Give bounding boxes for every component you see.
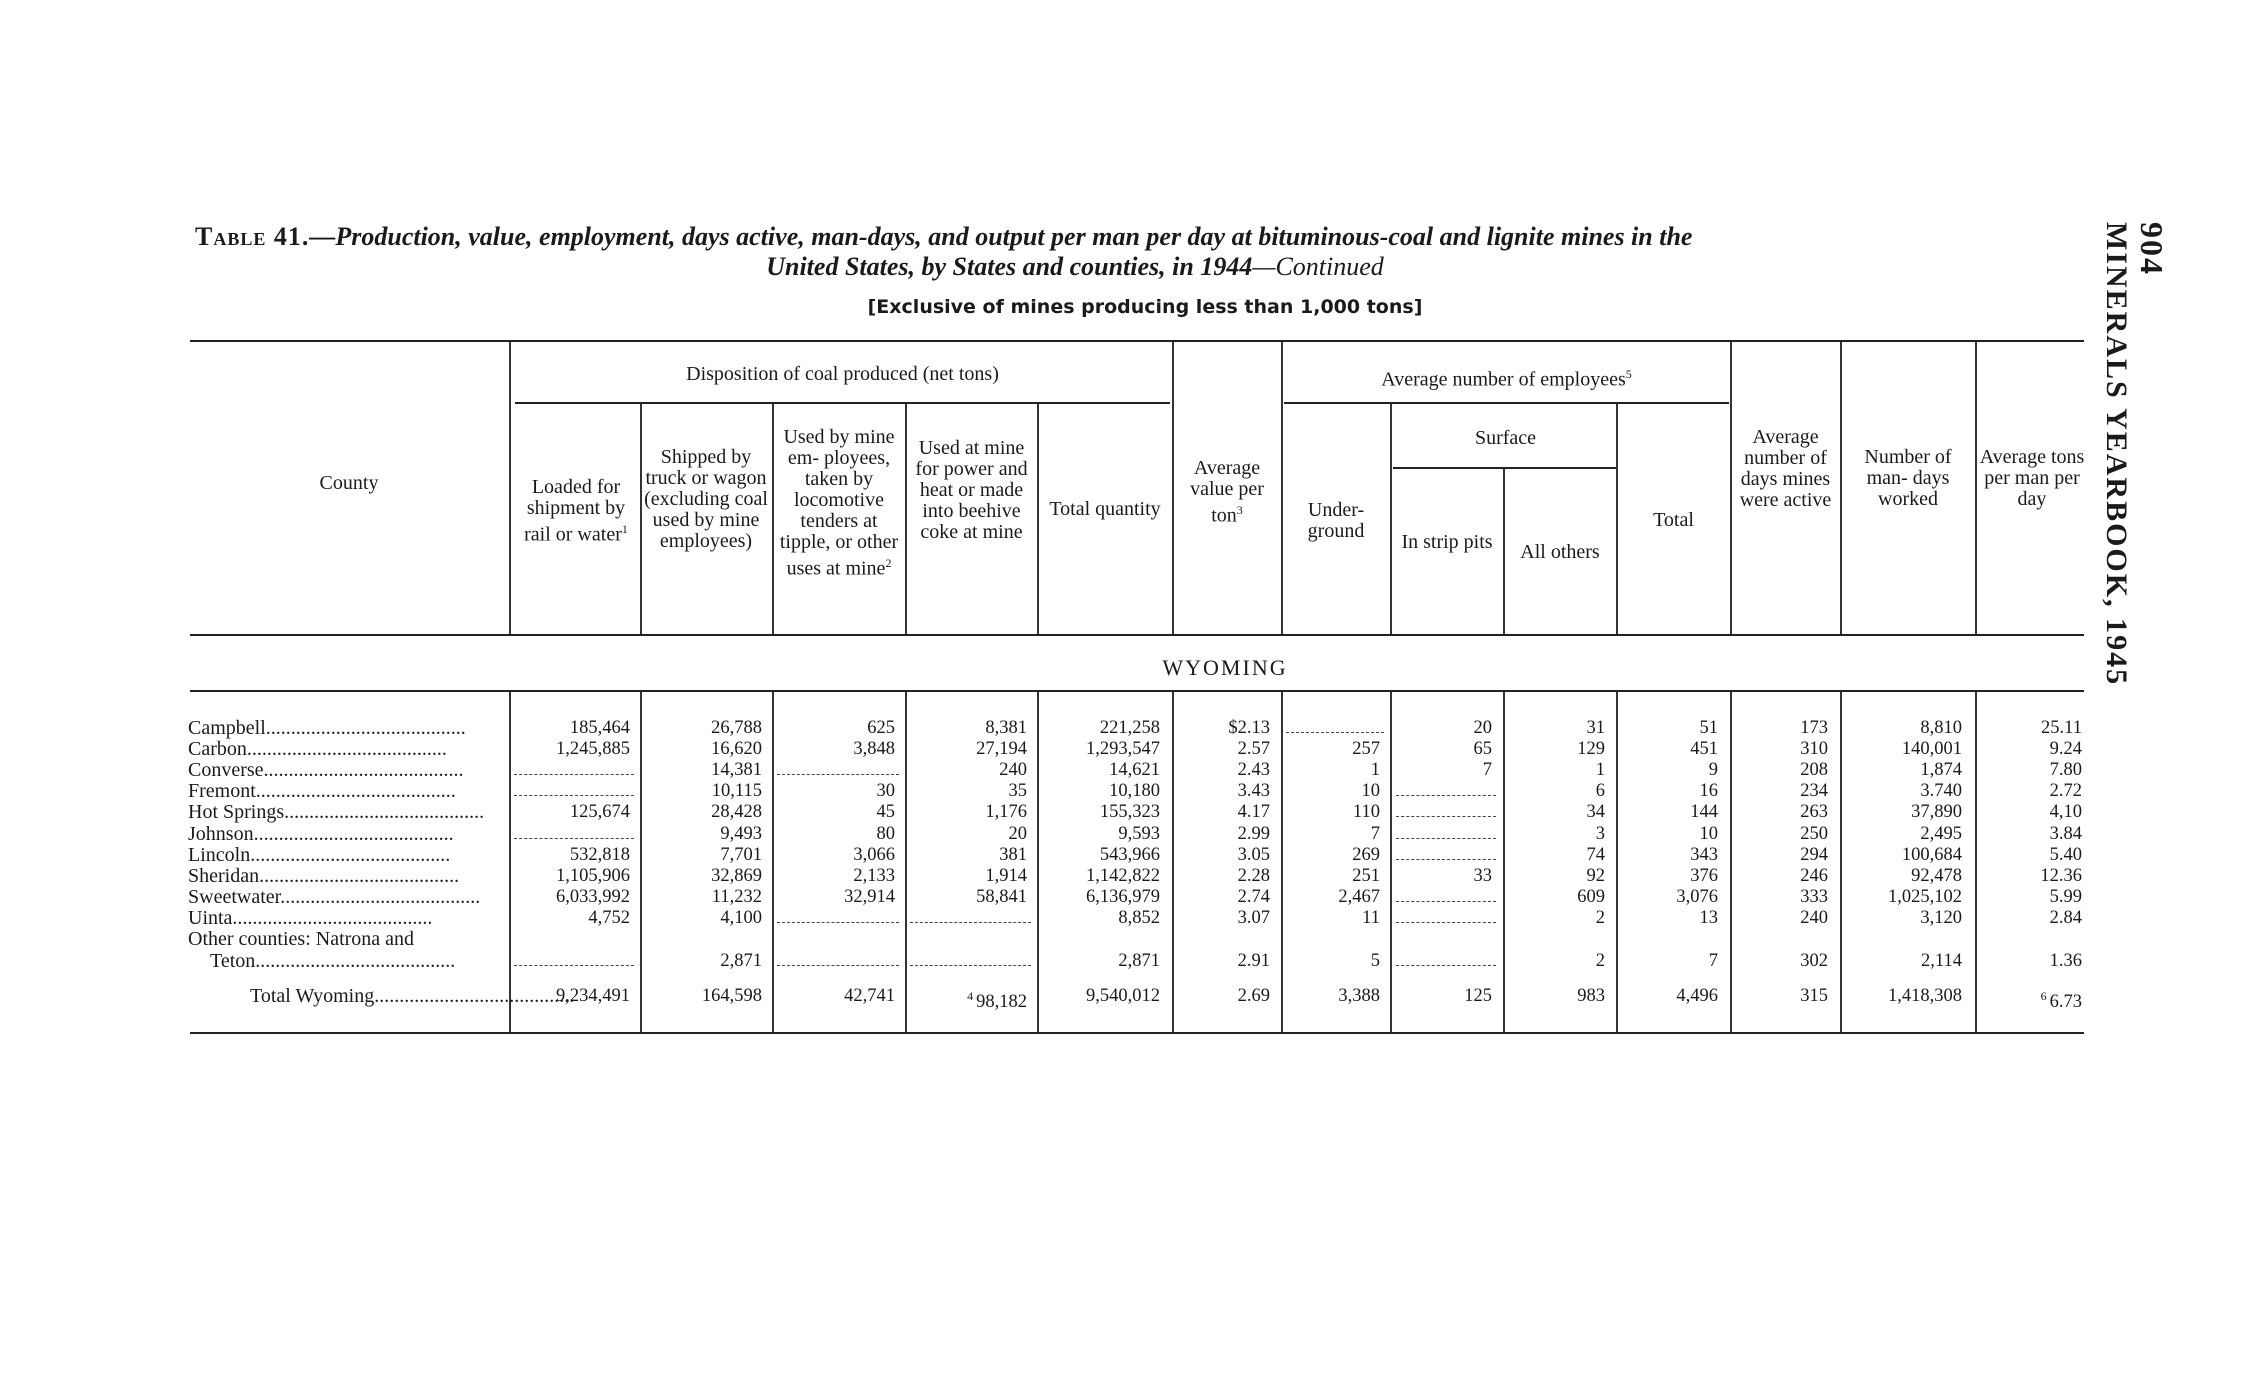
- cell-others: 92: [1586, 866, 1605, 886]
- cell-strip: 65: [1473, 739, 1492, 759]
- cell-emp-total: 3,076: [1676, 887, 1718, 907]
- cell-used-emp: 45: [876, 802, 895, 822]
- cell-total: 6,136,979: [1086, 887, 1160, 907]
- cell-total: 9,593: [1118, 824, 1160, 844]
- cell-loaded: 125,674: [569, 802, 630, 822]
- table-row: [0, 908, 2250, 929]
- cell-total: 543,966: [1099, 845, 1160, 865]
- cell-value: 3.05: [1237, 845, 1270, 865]
- cell-days: 208: [1800, 760, 1828, 780]
- county-name: Converse........................................: [188, 759, 464, 781]
- cell-total: 221,258: [1099, 718, 1160, 738]
- empty-cell-dash: [910, 965, 1031, 966]
- cell-man-days: 3,120: [1920, 908, 1962, 928]
- table-title: —Production, value, employment, days active, man-days, and output per man per day at bituminous-coal and lignite mines in the: [309, 222, 1693, 251]
- cell-shipped: 4,100: [720, 908, 762, 928]
- cell-shipped: 9,493: [720, 824, 762, 844]
- subgroup-rule-employees: [1284, 402, 1729, 404]
- cell-under: 1: [1370, 760, 1380, 780]
- cell-man-days: 92,478: [1911, 866, 1962, 886]
- cell-total: 10,180: [1109, 781, 1160, 801]
- cell-loaded: 532,818: [569, 845, 630, 865]
- cell-days: 315: [1800, 986, 1828, 1006]
- cell-value: $2.13: [1228, 718, 1270, 738]
- empty-cell-dash: [1396, 795, 1496, 796]
- cell-man-days: 100,684: [1901, 845, 1962, 865]
- section-rule: [190, 690, 2084, 692]
- cell-man-days: 1,025,102: [1888, 887, 1962, 907]
- empty-cell-dash: [514, 965, 634, 966]
- cell-under: 251: [1352, 866, 1380, 886]
- cell-under: 269: [1352, 845, 1380, 865]
- cell-others: 983: [1577, 986, 1605, 1006]
- cell-used-emp: 2,133: [853, 866, 895, 886]
- footnote-mark: 6: [2040, 989, 2050, 1003]
- cell-man-days: 1,418,308: [1888, 986, 1962, 1006]
- header-avg-value: Average value per ton$^3$: [1190, 457, 1264, 527]
- cell-loaded: 4,752: [588, 908, 630, 928]
- header-strip-pits: In strip pits: [1401, 531, 1493, 553]
- cell-shipped: 2,871: [720, 951, 762, 971]
- cell-emp-total: 13: [1699, 908, 1718, 928]
- cell-used-emp: 3,848: [853, 739, 895, 759]
- cell-days: 234: [1800, 781, 1828, 801]
- cell-strip: 7: [1482, 760, 1492, 780]
- cell-shipped: 10,115: [711, 781, 762, 801]
- empty-cell-dash: [514, 838, 634, 839]
- header-employees-group: Average number of employees$^5$: [1381, 367, 1632, 391]
- cell-value: 2.28: [1237, 866, 1270, 886]
- cell-used-power: 20: [1008, 824, 1027, 844]
- cell-man-days: 140,001: [1901, 739, 1962, 759]
- cell-emp-total: 7: [1708, 951, 1718, 971]
- cell-tons: 25.11: [2041, 718, 2082, 738]
- table-row: [0, 739, 2250, 760]
- cell-used-power: 240: [999, 760, 1027, 780]
- cell-tons: 5.99: [2049, 887, 2082, 907]
- cell-used-power: 27,194: [976, 739, 1027, 759]
- cell-man-days: 2,114: [1921, 951, 1962, 971]
- cell-used-power: 1,176: [985, 802, 1027, 822]
- cell-others: 74: [1586, 845, 1605, 865]
- cell-used-emp: 32,914: [844, 887, 895, 907]
- empty-cell-dash: [777, 922, 899, 923]
- cell-tons: 7.80: [2049, 760, 2082, 780]
- cell-used-power: 8,381: [985, 718, 1027, 738]
- col-rule: [1975, 342, 1977, 634]
- county-name: Johnson........................................: [188, 823, 454, 845]
- footnote-mark: 4: [967, 989, 977, 1003]
- county-name: Sweetwater........................................: [188, 886, 481, 908]
- cell-total: 155,323: [1099, 802, 1160, 822]
- cell-used-emp: 80: [876, 824, 895, 844]
- table-row: [0, 802, 2250, 823]
- table-row: [0, 781, 2250, 802]
- cell-under: 3,388: [1338, 986, 1380, 1006]
- cell-under: 11: [1362, 908, 1380, 928]
- table-row: [0, 824, 2250, 845]
- cell-used-emp: 42,741: [844, 986, 895, 1006]
- cell-used-power: $^4$ 98,182: [967, 989, 1027, 1013]
- col-rule: [509, 342, 511, 634]
- county-name: Campbell........................................: [188, 717, 466, 739]
- cell-shipped: 11,232: [711, 887, 762, 907]
- header-used-power: Used at mine for power and heat or made into beehive coke at mine: [915, 437, 1028, 543]
- cell-others: 609: [1577, 887, 1605, 907]
- header-all-others: All others: [1520, 541, 1600, 563]
- header-surface-group: Surface: [1474, 427, 1537, 449]
- cell-used-power: 381: [999, 845, 1027, 865]
- cell-strip: 33: [1473, 866, 1492, 886]
- cell-loaded: 1,105,906: [556, 866, 630, 886]
- empty-cell-dash: [1396, 859, 1496, 860]
- cell-days: 333: [1800, 887, 1828, 907]
- header-total-employees: Total: [1653, 509, 1694, 531]
- county-name: Hot Springs........................................: [188, 801, 485, 823]
- empty-cell-dash: [777, 965, 899, 966]
- cell-tons: 4,10: [2049, 802, 2082, 822]
- cell-value: 2.99: [1237, 824, 1270, 844]
- cell-emp-total: 10: [1699, 824, 1718, 844]
- county-name: Total Wyoming........................................: [250, 985, 575, 1007]
- cell-under: 5: [1370, 951, 1380, 971]
- header-bottom-rule: [190, 634, 2084, 636]
- cell-emp-total: 451: [1690, 739, 1718, 759]
- header-used-by-employees: Used by mine em- ployees, taken by locomotive tenders at tipple, or other uses at mine$^2$: [779, 426, 899, 580]
- col-rule: [1840, 342, 1842, 634]
- section-state-label: WYOMING: [1162, 655, 1288, 680]
- running-head-title: MINERALS YEARBOOK, 1945: [2100, 222, 2133, 687]
- cell-total: 8,852: [1118, 908, 1160, 928]
- cell-value: 2.74: [1237, 887, 1270, 907]
- table-title-line2: United States, by States and counties, in 1944: [766, 252, 1253, 281]
- cell-shipped: 14,381: [711, 760, 762, 780]
- subgroup-rule-surface: [1393, 467, 1618, 469]
- table-row: [0, 718, 2250, 739]
- footnote-mark: 5: [1625, 367, 1632, 381]
- cell-under: 7: [1370, 824, 1380, 844]
- cell-value: 2.57: [1237, 739, 1270, 759]
- table-row: [0, 951, 2250, 972]
- page-number: 904: [2134, 222, 2170, 276]
- table-subtitle: [Exclusive of mines producing less than 1,000 tons]: [867, 296, 1423, 318]
- county-name: Fremont........................................: [188, 780, 456, 802]
- cell-value: 4.17: [1237, 802, 1270, 822]
- cell-days: 310: [1800, 739, 1828, 759]
- cell-shipped: 32,869: [711, 866, 762, 886]
- continued-label: —Continued: [1252, 252, 1384, 281]
- cell-man-days: 2,495: [1920, 824, 1962, 844]
- col-rule: [1503, 469, 1505, 634]
- table-top-rule: [190, 340, 2084, 342]
- cell-man-days: 1,874: [1920, 760, 1962, 780]
- col-rule: [1172, 342, 1174, 634]
- cell-others: 129: [1577, 739, 1605, 759]
- empty-cell-dash: [1396, 965, 1496, 966]
- table-row: [0, 845, 2250, 866]
- cell-under: 110: [1352, 802, 1380, 822]
- col-rule: [772, 404, 774, 634]
- cell-strip: 125: [1464, 986, 1492, 1006]
- cell-shipped: 164,598: [701, 986, 762, 1006]
- empty-cell-dash: [910, 922, 1031, 923]
- cell-under: 10: [1361, 781, 1380, 801]
- cell-tons: 3.84: [2049, 824, 2082, 844]
- cell-others: 2: [1595, 908, 1605, 928]
- county-name: Lincoln........................................: [188, 844, 451, 866]
- cell-shipped: 28,428: [711, 802, 762, 822]
- cell-total: 14,621: [1109, 760, 1160, 780]
- cell-used-power: 58,841: [976, 887, 1027, 907]
- cell-used-power: 1,914: [985, 866, 1027, 886]
- header-underground: Under- ground: [1307, 499, 1365, 542]
- table-caption: [195, 222, 2095, 282]
- cell-others: 2: [1595, 951, 1605, 971]
- cell-others: 34: [1586, 802, 1605, 822]
- empty-cell-dash: [1396, 816, 1496, 817]
- cell-emp-total: 4,496: [1676, 986, 1718, 1006]
- header-disposition-group: Disposition of coal produced (net tons): [686, 363, 999, 385]
- table-bottom-rule: [190, 1032, 2084, 1034]
- col-rule: [1730, 342, 1732, 634]
- cell-days: 173: [1800, 718, 1828, 738]
- col-rule: [905, 404, 907, 634]
- cell-emp-total: 16: [1699, 781, 1718, 801]
- cell-value: 3.07: [1237, 908, 1270, 928]
- empty-cell-dash: [1396, 901, 1496, 902]
- empty-cell-dash: [1396, 922, 1496, 923]
- table-row: [0, 760, 2250, 781]
- table-row: [0, 985, 2250, 1013]
- cell-loaded: 6,033,992: [556, 887, 630, 907]
- county-name: Other counties: Natrona and: [188, 928, 415, 950]
- cell-man-days: 8,810: [1920, 718, 1962, 738]
- cell-total: 2,871: [1118, 951, 1160, 971]
- cell-used-emp: 625: [867, 718, 895, 738]
- cell-tons: 5.40: [2049, 845, 2082, 865]
- cell-tons: $^6$ 6.73: [2040, 989, 2082, 1013]
- cell-shipped: 26,788: [711, 718, 762, 738]
- cell-used-emp: 3,066: [853, 845, 895, 865]
- cell-under: 257: [1352, 739, 1380, 759]
- header-total-quantity: Total quantity: [1049, 498, 1161, 520]
- cell-loaded: 9,234,491: [556, 986, 630, 1006]
- county-name: Carbon........................................: [188, 738, 447, 760]
- cell-days: 250: [1800, 824, 1828, 844]
- county-name: Uinta........................................: [188, 907, 433, 929]
- cell-others: 3: [1595, 824, 1605, 844]
- col-rule: [1037, 404, 1039, 634]
- cell-emp-total: 9: [1708, 760, 1718, 780]
- cell-man-days: 3.740: [1920, 781, 1962, 801]
- cell-days: 294: [1800, 845, 1828, 865]
- table-row: [0, 866, 2250, 887]
- cell-others: 6: [1595, 781, 1605, 801]
- cell-total: 1,293,547: [1086, 739, 1160, 759]
- cell-tons: 1.36: [2049, 951, 2082, 971]
- cell-value: 2.91: [1237, 951, 1270, 971]
- cell-tons: 2.72: [2049, 781, 2082, 801]
- cell-days: 302: [1800, 951, 1828, 971]
- cell-man-days: 37,890: [1911, 802, 1962, 822]
- cell-days: 246: [1800, 866, 1828, 886]
- subgroup-rule-disposition: [515, 402, 1170, 404]
- header-county: County: [319, 472, 379, 494]
- cell-total: 9,540,012: [1086, 986, 1160, 1006]
- col-rule: [1281, 342, 1283, 634]
- empty-cell-dash: [1286, 732, 1384, 733]
- empty-cell-dash: [1396, 838, 1496, 839]
- table-number: Table 41.: [195, 222, 310, 251]
- cell-emp-total: 376: [1690, 866, 1718, 886]
- county-name: Sheridan........................................: [188, 865, 460, 887]
- cell-emp-total: 51: [1699, 718, 1718, 738]
- header-avg-days: Average number of days mines were active: [1739, 426, 1832, 511]
- cell-tons: 2.84: [2049, 908, 2082, 928]
- empty-cell-dash: [514, 774, 634, 775]
- cell-emp-total: 144: [1690, 802, 1718, 822]
- col-rule: [640, 404, 642, 634]
- cell-used-power: 35: [1008, 781, 1027, 801]
- header-man-days: Number of man- days worked: [1864, 446, 1952, 510]
- cell-value: 2.43: [1237, 760, 1270, 780]
- table-row: [0, 887, 2250, 908]
- cell-tons: 12.36: [2040, 866, 2082, 886]
- cell-strip: 20: [1473, 718, 1492, 738]
- cell-loaded: 185,464: [569, 718, 630, 738]
- cell-under: 2,467: [1338, 887, 1380, 907]
- cell-total: 1,142,822: [1086, 866, 1160, 886]
- cell-emp-total: 343: [1690, 845, 1718, 865]
- header-shipped: Shipped by truck or wagon (excluding coal used by mine employees): [644, 446, 768, 552]
- header-loaded: Loaded for shipment by rail or water$^1$: [524, 476, 628, 546]
- cell-value: 2.69: [1237, 986, 1270, 1006]
- cell-days: 263: [1800, 802, 1828, 822]
- cell-tons: 9.24: [2049, 739, 2082, 759]
- cell-loaded: 1,245,885: [556, 739, 630, 759]
- cell-value: 3.43: [1237, 781, 1270, 801]
- cell-others: 31: [1586, 718, 1605, 738]
- cell-others: 1: [1595, 760, 1605, 780]
- header-tons-per-man: Average tons per man per day: [1979, 446, 2085, 510]
- county-name: Teton........................................: [210, 950, 456, 972]
- cell-used-emp: 30: [876, 781, 895, 801]
- empty-cell-dash: [514, 795, 634, 796]
- empty-cell-dash: [777, 774, 899, 775]
- col-rule: [1390, 404, 1392, 634]
- cell-days: 240: [1800, 908, 1828, 928]
- cell-shipped: 7,701: [720, 845, 762, 865]
- cell-shipped: 16,620: [711, 739, 762, 759]
